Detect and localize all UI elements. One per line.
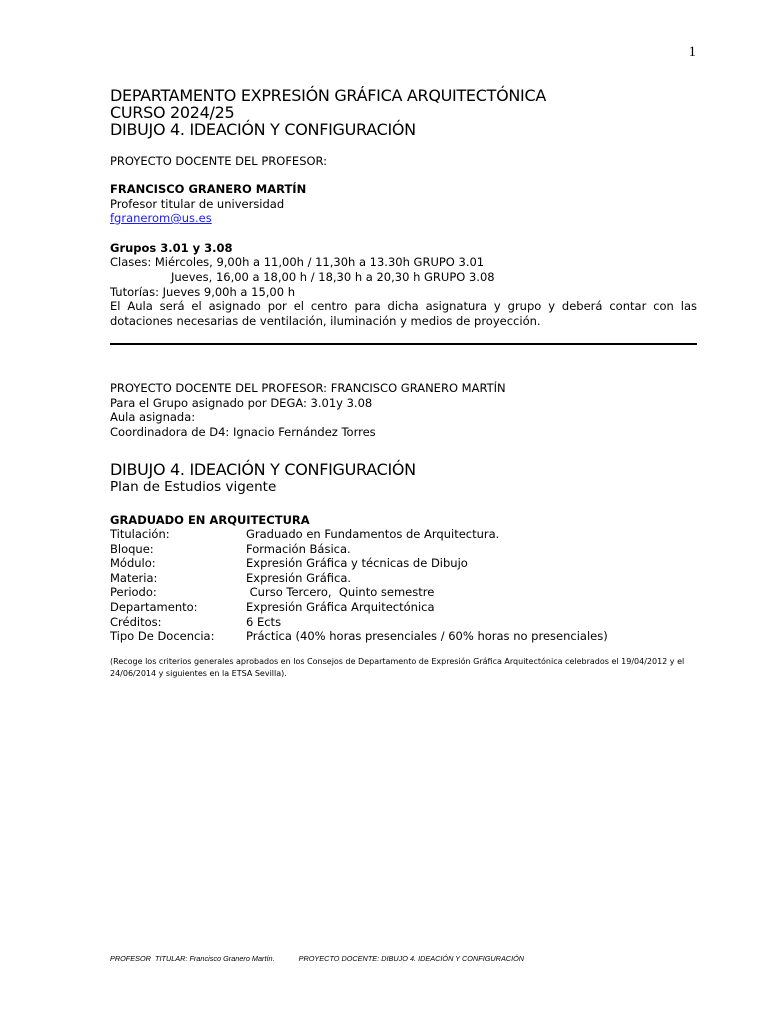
subject-title: DIBUJO 4. IDEACIÓN Y CONFIGURACIÓN <box>110 460 416 479</box>
info-value: Expresión Gráfica. <box>246 570 352 585</box>
info-label: Titulación: <box>110 527 170 541</box>
page-number: 1 <box>688 44 696 60</box>
info-row <box>110 585 608 600</box>
course-info-table <box>110 527 608 644</box>
info-value: Expresión Gráfica Arquitectónica <box>246 599 435 614</box>
info-row <box>110 542 608 557</box>
info-value: Expresión Gráfica y técnicas de Dibujo <box>246 556 468 571</box>
proyecto-full-line: PROYECTO DOCENTE DEL PROFESOR: FRANCISCO GRANERO MARTÍN <box>110 381 506 395</box>
info-label: Materia: <box>110 570 158 585</box>
info-value: Curso Tercero, Quinto semestre <box>246 585 435 600</box>
footer-professor: PROFESOR TITULAR: Francisco Granero Martín. <box>110 954 275 963</box>
info-label: Bloque: <box>110 541 154 556</box>
groups-heading: Grupos 3.01 y 3.08 <box>110 241 233 255</box>
tutorias-line: Tutorías: Jueves 9,00h a 15,00 h <box>110 285 296 299</box>
degree-heading: GRADUADO EN ARQUITECTURA <box>110 513 310 527</box>
professor-name: FRANCISCO GRANERO MARTÍN <box>110 182 307 196</box>
course-heading: CURSO 2024/25 <box>110 103 235 122</box>
professor-email-link[interactable]: fgranerom@us.es <box>110 211 212 225</box>
divider <box>110 343 697 345</box>
professor-title: Profesor titular de universidad <box>110 197 285 211</box>
clases-line-2: Jueves, 16,00 a 18,00 h / 18,30 h a 20,30 h GRUPO 3.08 <box>171 270 495 284</box>
info-label: Módulo: <box>110 556 156 571</box>
clases-line: Clases: Miércoles, 9,00h a 11,00h / 11,30h a 13.30h GRUPO 3.01 <box>110 255 485 269</box>
aula-asignada-line: Aula asignada: <box>110 410 196 424</box>
proyecto-label: PROYECTO DOCENTE DEL PROFESOR: <box>110 154 328 168</box>
info-row <box>110 556 608 571</box>
info-label: Periodo: <box>110 585 157 600</box>
department-heading: DEPARTAMENTO EXPRESIÓN GRÁFICA ARQUITECTÓNICA <box>110 86 546 105</box>
info-row <box>110 600 608 615</box>
info-label: Tipo De Docencia: <box>110 629 215 644</box>
info-value: Formación Básica. <box>246 541 351 556</box>
info-value: Graduado en Fundamentos de Arquitectura. <box>246 527 500 541</box>
info-value: Práctica (40% horas presenciales / 60% horas no presenciales) <box>246 629 608 644</box>
page-footer <box>110 954 524 963</box>
info-row <box>110 527 608 542</box>
info-row <box>110 629 608 644</box>
subject-heading: DIBUJO 4. IDEACIÓN Y CONFIGURACIÓN <box>110 120 416 139</box>
info-row <box>110 571 608 586</box>
info-label: Departamento: <box>110 599 198 614</box>
plan-subtitle: Plan de Estudios vigente <box>110 479 277 495</box>
info-label: Créditos: <box>110 614 162 629</box>
criteria-note: (Recoge los criterios generales aprobados en los Consejos de Departamento de Expresión Gráfica Arquitectónica celebrados el 19/04/2012 y el 24/06/2014 y siguientes en la ETSA Sevilla). <box>110 657 685 678</box>
info-value: 6 Ects <box>246 614 282 629</box>
aula-paragraph: El Aula será el asignado por el centro para dicha asignatura y grupo y deberá contar con las dotaciones necesarias de ventilación, iluminación y medios de proyección. <box>110 299 697 328</box>
coordinadora-line: Coordinadora de D4: Ignacio Fernández Torres <box>110 425 376 439</box>
grupo-asignado-line: Para el Grupo asignado por DEGA: 3.01y 3.08 <box>110 396 373 410</box>
info-row <box>110 615 608 630</box>
footer-project: PROYECTO DOCENTE: DIBUJO 4. IDEACIÓN Y CONFIGURACIÓN <box>298 954 525 963</box>
